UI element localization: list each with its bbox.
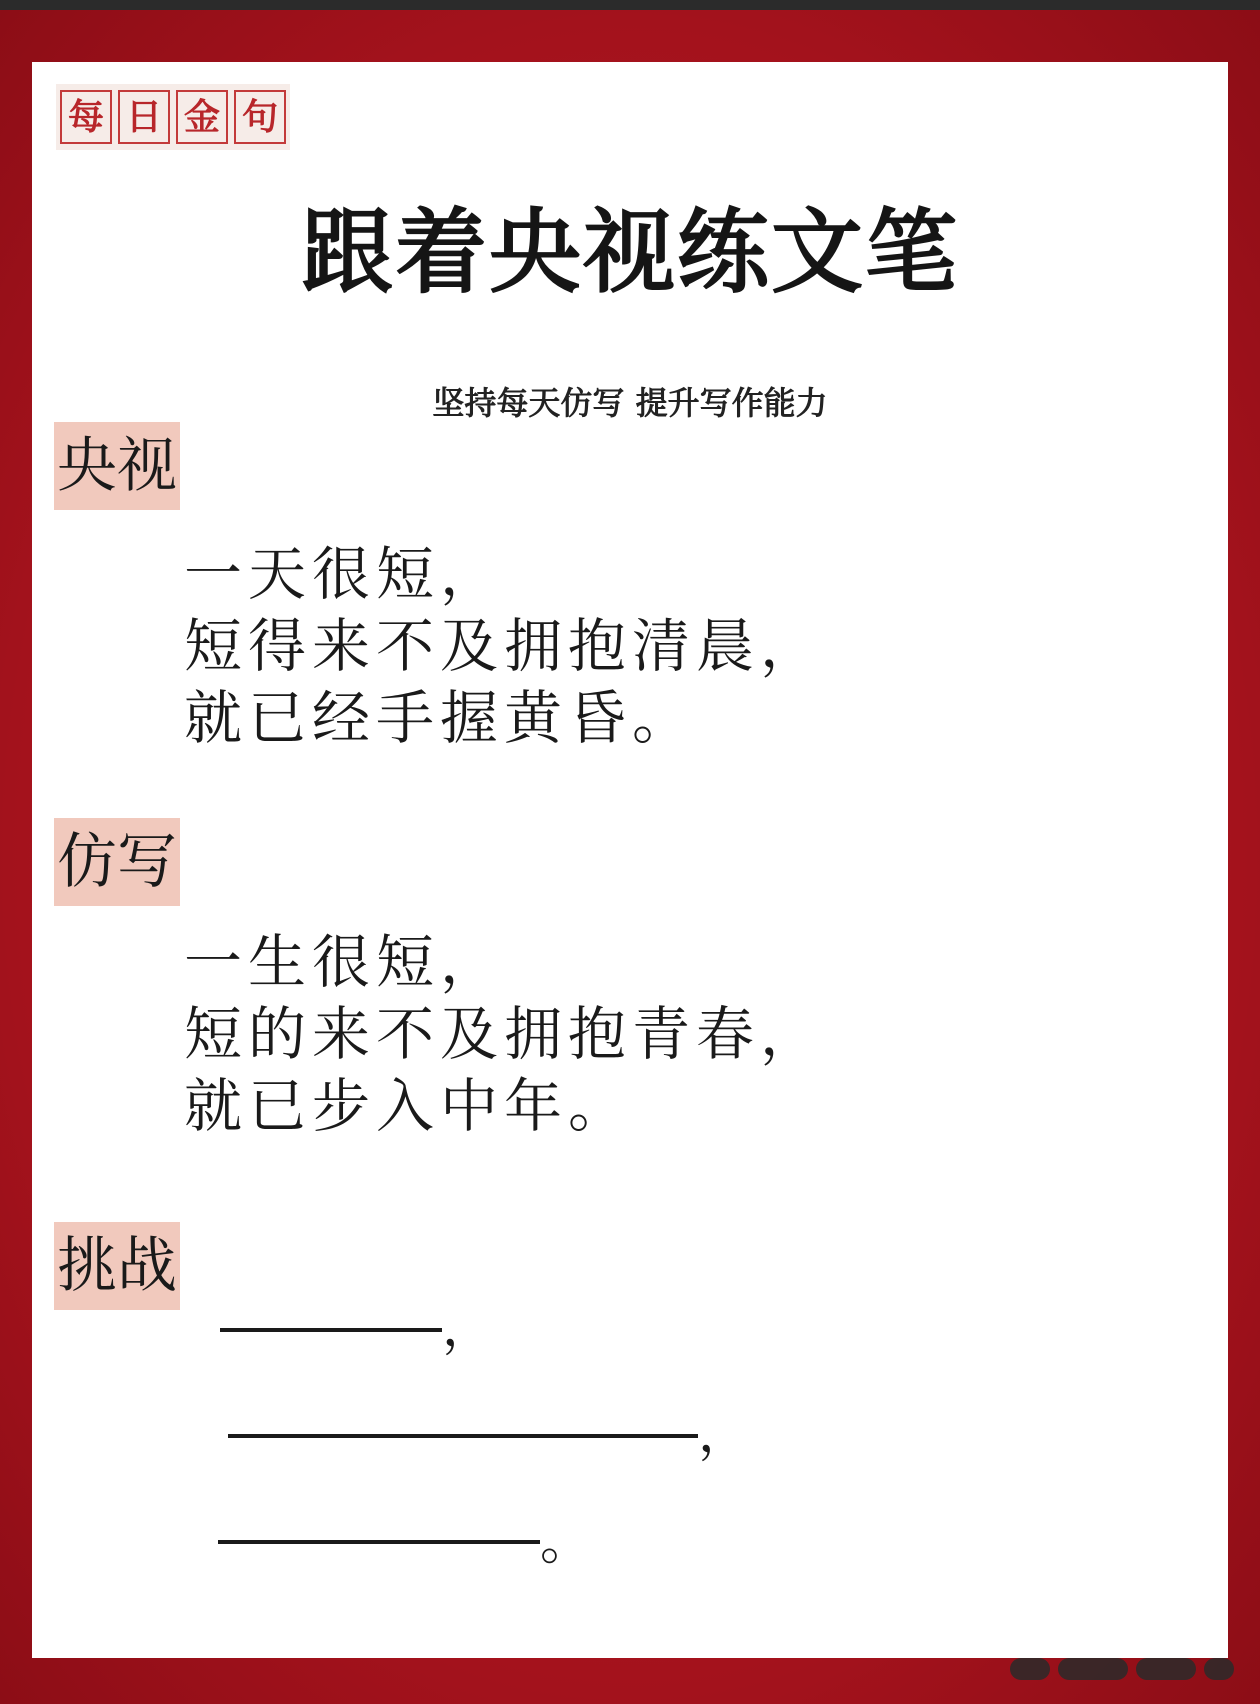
- blank-punctuation: 。: [540, 1512, 593, 1572]
- quote-line: 就已经手握黄昏。: [184, 684, 697, 752]
- imitation-quote: [184, 926, 1084, 1142]
- section-label-imitation: 仿写: [54, 818, 180, 906]
- quote-line: 一天很短，: [184, 540, 505, 608]
- stamp-char: 日: [118, 90, 170, 144]
- blank-punctuation: ，: [698, 1404, 751, 1464]
- stamp-char: 金: [176, 90, 228, 144]
- watermark: [1010, 1650, 1250, 1688]
- fill-blank-line: [218, 1540, 540, 1544]
- stamp-char: 每: [60, 90, 112, 144]
- stamp-char: 句: [234, 90, 286, 144]
- page-subtitle: 坚持每天仿写 提升写作能力: [432, 384, 828, 422]
- section-label-cctv: 央视: [54, 422, 180, 510]
- section-label-challenge: 挑战: [54, 1222, 180, 1310]
- red-frame: [0, 10, 1260, 1704]
- quote-line: 就已步入中年。: [184, 1072, 633, 1140]
- quote-line: 短得来不及拥抱清晨，: [184, 612, 825, 680]
- top-bar: [0, 0, 1260, 10]
- fill-blank-line: [228, 1434, 698, 1438]
- quote-line: 短的来不及拥抱青春，: [184, 1000, 825, 1068]
- daily-quote-stamp: [56, 84, 290, 150]
- cctv-quote: [184, 538, 1084, 754]
- quote-line: 一生很短，: [184, 928, 505, 996]
- page-title: 跟着央视练文笔: [300, 199, 959, 306]
- blank-punctuation: ，: [442, 1298, 495, 1358]
- content-card: [32, 62, 1228, 1658]
- fill-blank-line: [220, 1328, 442, 1332]
